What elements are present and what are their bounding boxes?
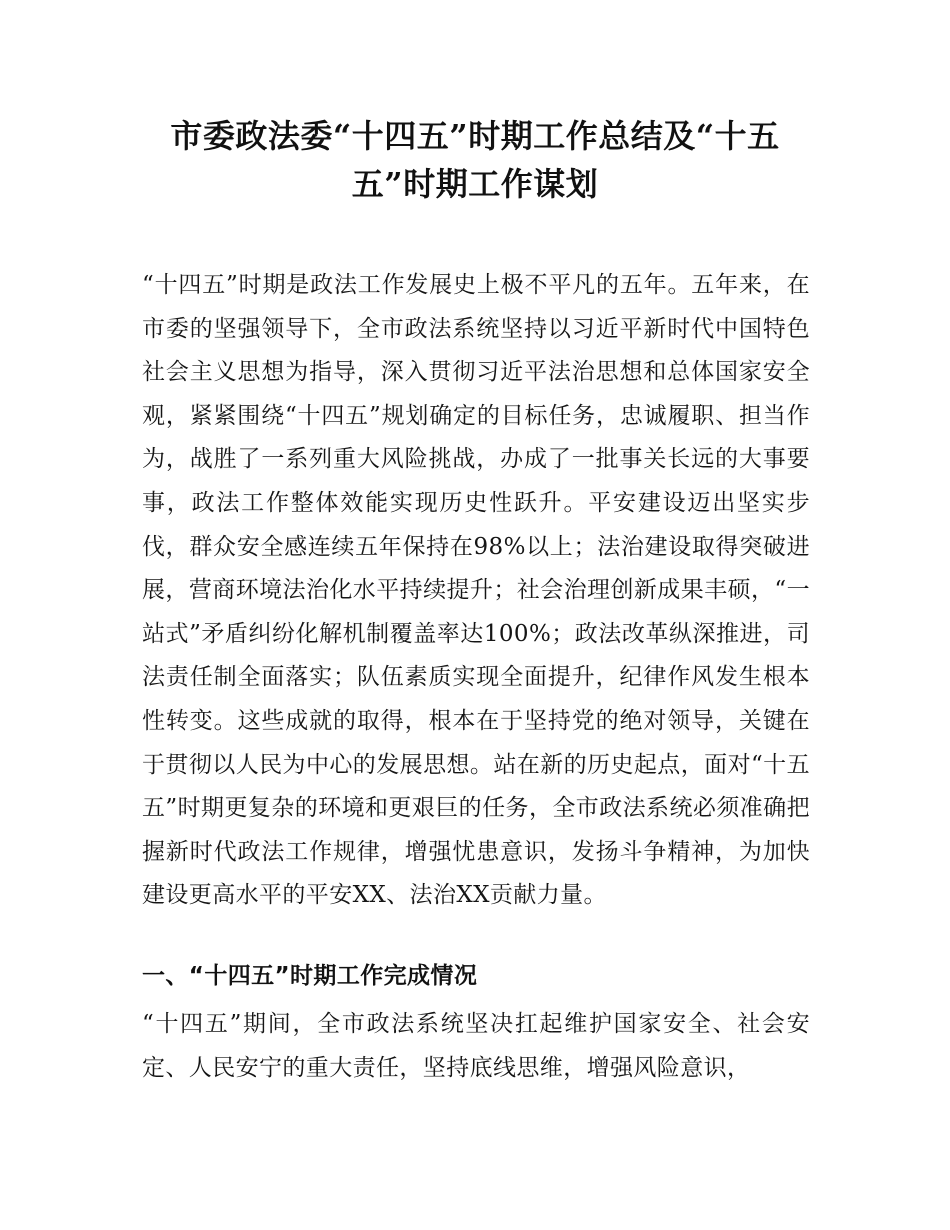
section-paragraph: “十四五”期间，全市政法系统坚决扛起维护国家安全、社会安定、人民安宁的重大责任，坚持底线思维，增强风险意识， bbox=[142, 1011, 810, 1081]
document-title: 市委政法委“十四五”时期工作总结及“十五五”时期工作谋划 bbox=[170, 117, 780, 203]
section-heading: 一、“十四五”时期工作完成情况 bbox=[142, 963, 478, 989]
intro-paragraph: “十四五”时期是政法工作发展史上极不平凡的五年。五年来，在市委的坚强领导下，全市政法系统坚持以习近平新时代中国特色社会主义思想为指导，深入贯彻习近平法治思想和总体国家安全观，紧紧围绕“十四五”规划确定的目标任务，忠诚履职、担当作为，战胜了一系列重大风险挑战，办成了一批事关长远的大事要事，政法工作整体效能实现历史性跃升。平安建设迈出坚实步伐，群众安全感连续五年保持在98%以上；法治建设取得突破进展，营商环境法治化水平持续提升；社会治理创新成果丰硕，“一站式”矛盾纠纷化解机制覆盖率达100%；政法改革纵深推进，司法责任制全面落实；队伍素质实现全面提升，纪律作风发生根本性转变。这些成就的取得，根本在于坚持党的绝对领导，关键在于贯彻以人民为中心的发展思想。站在新的历史起点，面对“十五五”时期更复杂的环境和更艰巨的任务，全市政法系统必须准确把握新时代政法工作规律，增强忧患意识，发扬斗争精神，为加快建设更高水平的平安XX、法治XX贡献力量。 bbox=[142, 272, 810, 909]
